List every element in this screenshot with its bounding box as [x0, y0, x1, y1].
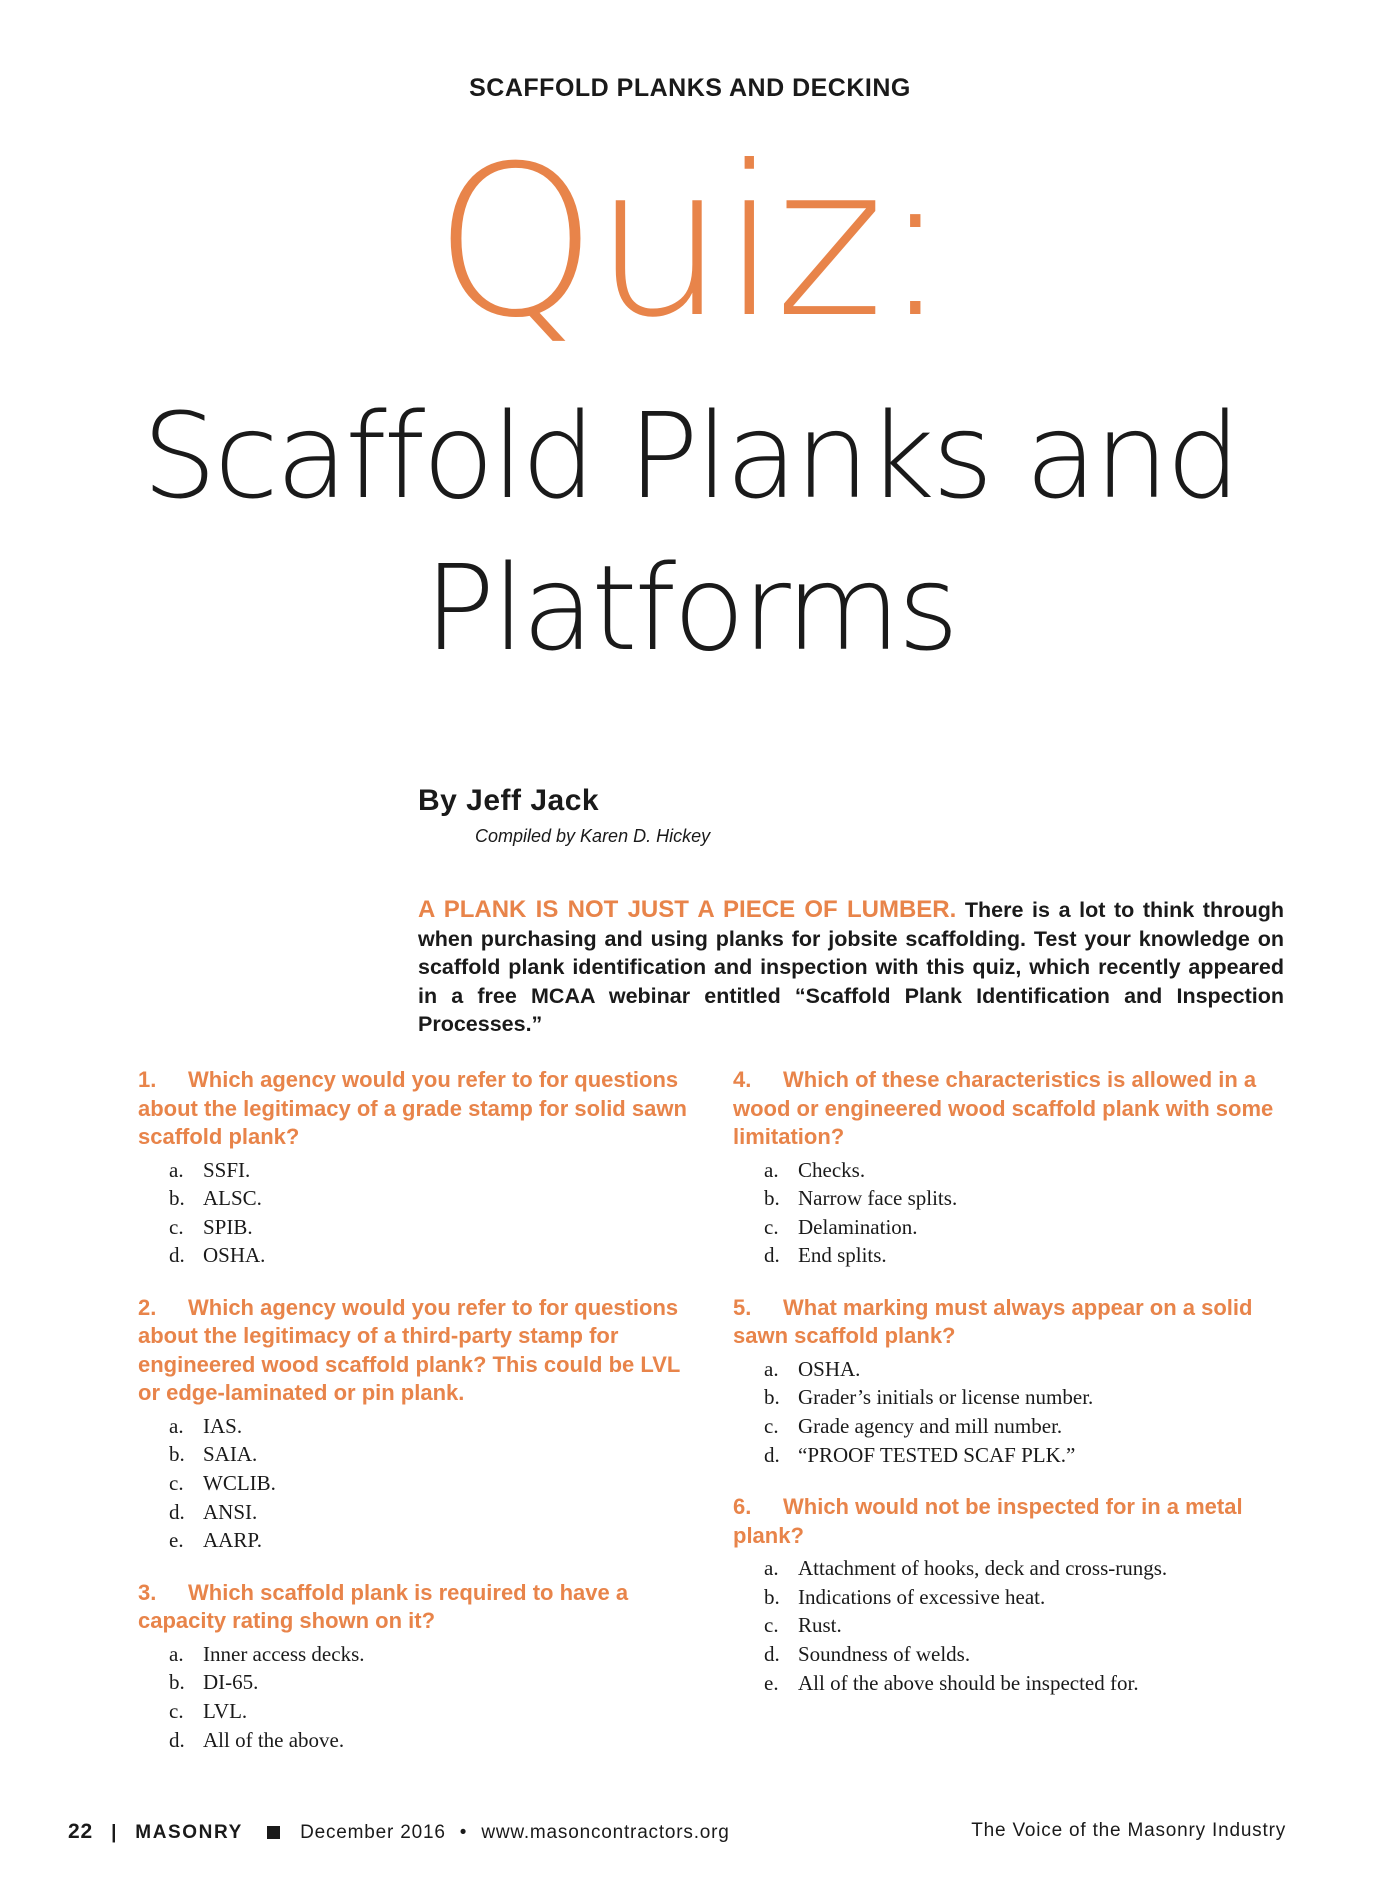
option-letter: a.	[764, 1356, 779, 1381]
option-text: SSFI.	[203, 1157, 251, 1182]
title-line-3: Platforms	[423, 539, 957, 677]
answer-option	[169, 1726, 698, 1755]
option-text: Indications of excessive heat.	[798, 1584, 1046, 1609]
page-number: 22	[68, 1820, 93, 1843]
quiz-question	[138, 1066, 698, 1270]
option-letter: b.	[169, 1186, 185, 1211]
answer-option	[169, 1668, 698, 1697]
quiz-question	[733, 1294, 1288, 1469]
answer-option	[169, 1469, 698, 1498]
option-letter: c.	[169, 1471, 184, 1496]
option-letter: b.	[169, 1670, 185, 1695]
answer-option	[169, 1241, 698, 1270]
option-letter: a.	[169, 1413, 184, 1438]
answer-option	[764, 1640, 1288, 1669]
option-letter: e.	[764, 1670, 779, 1695]
magazine-name: MASONRY	[135, 1822, 243, 1843]
question-prompt: Which scaffold plank is required to have a capacity rating shown on it?	[138, 1579, 629, 1634]
option-text: SPIB.	[203, 1214, 253, 1239]
website-link[interactable]: www.masoncontractors.org	[481, 1822, 730, 1843]
answer-option	[764, 1241, 1288, 1270]
bullet-icon: •	[459, 1822, 468, 1843]
option-text: Checks.	[798, 1157, 866, 1182]
answer-option	[764, 1669, 1288, 1698]
answer-options	[138, 1156, 698, 1270]
title-main	[0, 380, 1380, 684]
option-text: SAIA.	[203, 1442, 258, 1467]
option-text: End splits.	[798, 1243, 887, 1268]
option-text: WCLIB.	[203, 1471, 276, 1496]
option-text: Grader’s initials or license number.	[798, 1385, 1094, 1410]
question-text	[733, 1493, 1288, 1550]
title-line-2: Scaffold Planks and	[142, 387, 1238, 525]
answer-options	[733, 1355, 1288, 1469]
option-letter: b.	[764, 1584, 780, 1609]
option-letter: d.	[169, 1499, 185, 1524]
answer-option	[764, 1554, 1288, 1583]
option-text: Inner access decks.	[203, 1641, 365, 1666]
option-text: IAS.	[203, 1413, 243, 1438]
question-prompt: Which of these characteristics is allowed in a wood or engineered wood scaffold plank with some limitation?	[733, 1067, 1274, 1149]
answer-options	[138, 1640, 698, 1754]
option-text: Soundness of welds.	[798, 1642, 971, 1667]
option-letter: c.	[169, 1699, 184, 1724]
option-text: Delamination.	[798, 1214, 918, 1239]
answer-option	[764, 1156, 1288, 1185]
answer-option	[764, 1412, 1288, 1441]
answer-option	[169, 1412, 698, 1441]
question-number: 1.	[138, 1067, 157, 1092]
intro-lead: A PLANK IS NOT JUST A PIECE OF LUMBER.	[418, 896, 957, 923]
option-letter: a.	[764, 1556, 779, 1581]
option-letter: c.	[764, 1414, 779, 1439]
intro-body: There is a lot to think through when purchasing and using planks for jobsite scaffolding. Test your knowledge on scaffold plank identification and inspection with this quiz, which recently appeared in a free MCAA webinar entitled “Scaffold Plank Identification and Inspection Processes.”	[418, 898, 1284, 1036]
answer-option	[764, 1441, 1288, 1470]
answer-option	[764, 1184, 1288, 1213]
section-label: SCAFFOLD PLANKS AND DECKING	[469, 74, 911, 102]
question-prompt: Which agency would you refer to for questions about the legitimacy of a third-party stamp for engineered wood scaffold plank? This could be LVL or edge-laminated or pin plank.	[138, 1294, 680, 1406]
option-letter: d.	[169, 1243, 185, 1268]
title-quiz: Quiz:	[433, 122, 947, 364]
right-column	[733, 1066, 1288, 1721]
option-letter: b.	[169, 1442, 185, 1467]
question-prompt: Which agency would you refer to for questions about the legitimacy of a grade stamp for solid sawn scaffold plank?	[138, 1067, 687, 1149]
option-letter: a.	[169, 1641, 184, 1666]
question-number: 4.	[733, 1067, 752, 1092]
option-letter: c.	[169, 1214, 184, 1239]
square-icon	[267, 1826, 280, 1839]
option-text: Grade agency and mill number.	[798, 1414, 1063, 1439]
option-letter: c.	[764, 1613, 779, 1638]
option-text: DI-65.	[203, 1670, 259, 1695]
byline-compiled: Compiled by Karen D. Hickey	[475, 826, 711, 846]
option-letter: a.	[169, 1157, 184, 1182]
question-prompt: What marking must always appear on a solid sawn scaffold plank?	[733, 1294, 1253, 1349]
option-text: OSHA.	[203, 1243, 266, 1268]
answer-option	[764, 1213, 1288, 1242]
option-text: Attachment of hooks, deck and cross-rungs.	[798, 1556, 1168, 1581]
answer-option	[169, 1156, 698, 1185]
option-letter: b.	[764, 1385, 780, 1410]
question-prompt: Which would not be inspected for in a metal plank?	[733, 1494, 1243, 1548]
question-number: 5.	[733, 1294, 752, 1320]
option-letter: d.	[764, 1442, 780, 1467]
footer-tagline: The Voice of the Masonry Industry	[971, 1820, 1286, 1841]
quiz-question	[733, 1493, 1288, 1697]
intro-paragraph	[418, 896, 1284, 1039]
option-letter: b.	[764, 1186, 780, 1211]
answer-option	[169, 1640, 698, 1669]
option-text: Rust.	[798, 1613, 842, 1638]
option-letter: c.	[764, 1214, 779, 1239]
footer	[68, 1820, 1286, 1850]
left-column	[138, 1066, 698, 1778]
answer-option	[169, 1213, 698, 1242]
question-text	[733, 1066, 1288, 1152]
question-number: 2.	[138, 1294, 157, 1320]
option-letter: d.	[169, 1727, 185, 1752]
answer-option	[169, 1184, 698, 1213]
answer-option	[764, 1583, 1288, 1612]
quiz-question	[733, 1066, 1288, 1270]
option-text: LVL.	[203, 1699, 248, 1724]
option-text: ALSC.	[203, 1186, 262, 1211]
option-letter: a.	[764, 1157, 779, 1182]
answer-options	[733, 1554, 1288, 1697]
answer-options	[733, 1156, 1288, 1270]
option-letter: e.	[169, 1528, 184, 1553]
option-text: AARP.	[203, 1528, 262, 1553]
quiz-question	[138, 1579, 698, 1754]
option-letter: d.	[764, 1642, 780, 1667]
option-letter: d.	[764, 1243, 780, 1268]
question-text	[138, 1579, 698, 1636]
answer-option	[169, 1697, 698, 1726]
answer-option	[169, 1498, 698, 1527]
option-text: “PROOF TESTED SCAF PLK.”	[798, 1442, 1076, 1467]
question-number: 6.	[733, 1494, 752, 1520]
answer-option	[169, 1526, 698, 1555]
answer-option	[169, 1440, 698, 1469]
question-text	[138, 1294, 698, 1408]
option-text: OSHA.	[798, 1356, 861, 1381]
footer-separator: |	[111, 1822, 118, 1843]
option-text: Narrow face splits.	[798, 1186, 958, 1211]
question-number: 3.	[138, 1579, 157, 1605]
question-text	[138, 1066, 698, 1152]
byline-author: By Jeff Jack	[418, 784, 600, 817]
answer-option	[764, 1355, 1288, 1384]
answer-options	[138, 1412, 698, 1555]
question-text	[733, 1294, 1288, 1351]
issue-date: December 2016	[300, 1822, 446, 1843]
option-text: ANSI.	[203, 1499, 258, 1524]
answer-option	[764, 1611, 1288, 1640]
quiz-question	[138, 1294, 698, 1555]
answer-option	[764, 1383, 1288, 1412]
option-text: All of the above.	[203, 1727, 345, 1752]
option-text: All of the above should be inspected for.	[798, 1670, 1139, 1695]
